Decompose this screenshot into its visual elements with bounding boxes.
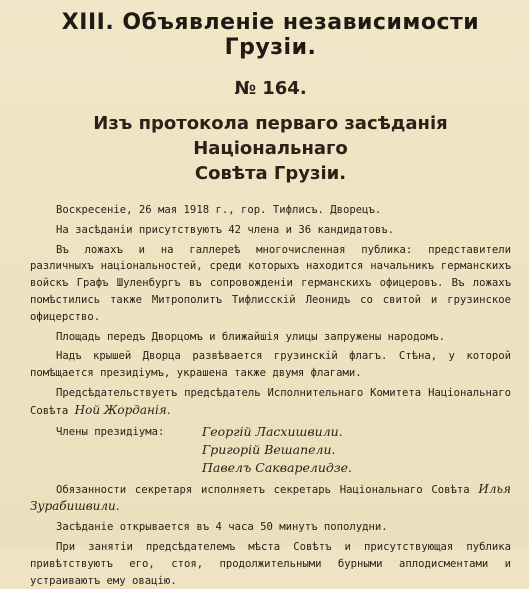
paragraph-chairman xyxy=(30,385,511,420)
presidium-label: Члены президіума: xyxy=(56,425,165,438)
chairman-name: Ной Жорданія. xyxy=(74,402,171,417)
chairman-text: Предсѣдательствуетъ предсѣдатель Исполнительнаго Комитета Національнаго Совѣта xyxy=(30,386,511,417)
paragraph-ovation: При занятіи предсѣдателемъ мѣста Совѣтъ и присутствующая публика привѣтствуютъ его, стоя, продолжительными бурными аплодисментами и устраиваютъ ему овацію. xyxy=(30,540,511,587)
presidium-block xyxy=(30,423,511,477)
document-number: № 164. xyxy=(234,78,307,99)
section-title: XIII. Объявленіе независимости Грузіи. xyxy=(61,10,480,60)
paragraph-public: Въ ложахъ и на галлереѣ многочисленная публика: представители различныхъ національностей, среди которыхъ находится начальникъ германскихъ войскъ Графъ Шуленбургъ въ сопровожденіи германскихъ офицеровъ. Въ ложахъ помѣстились также Митрополитъ Тифлисскій Леонидъ со свитой и грузинское офицерство. xyxy=(30,243,511,323)
paragraph-flag: Надъ крышей Дворца развѣвается грузинскій флагъ. Стѣна, у которой помѣщается президіумъ, украшена также двумя флагами. xyxy=(30,350,511,380)
presidium-row xyxy=(30,459,511,477)
presidium-row xyxy=(30,441,511,459)
secretary-name: Илья Зурабишвили. xyxy=(30,481,511,514)
presidium-member: Павелъ Сакварелидзе. xyxy=(202,459,353,475)
document-heading-line-2: Совѣта Грузіи. xyxy=(194,163,347,184)
document-heading xyxy=(30,111,511,186)
paragraph-opening: Засѣданіе открывается въ 4 часа 50 минутъ пополудни. xyxy=(56,521,388,534)
presidium-member: Георгій Ласхишвили. xyxy=(202,423,343,439)
presidium-member: Григорій Вешапели. xyxy=(202,441,336,457)
paragraph-attendance: На засѣданіи присутствуютъ 42 члена и 36 кандидатовъ. xyxy=(56,223,395,236)
presidium-row xyxy=(30,423,511,441)
paragraph-date-place: Воскресеніе, 26 мая 1918 г., гор. Тифлисъ. Дворецъ. xyxy=(56,204,382,216)
secretary-text: Обязанности секретаря исполняетъ секретарь Національнаго Совѣта xyxy=(56,483,470,496)
document-heading-line-1: Изъ протокола перваго засѣданія Національнаго xyxy=(93,113,448,159)
paragraph-square: Площадь передъ Дворцомъ и ближайшія улицы запружены народомъ. xyxy=(56,330,446,343)
paragraph-secretary xyxy=(30,481,511,517)
